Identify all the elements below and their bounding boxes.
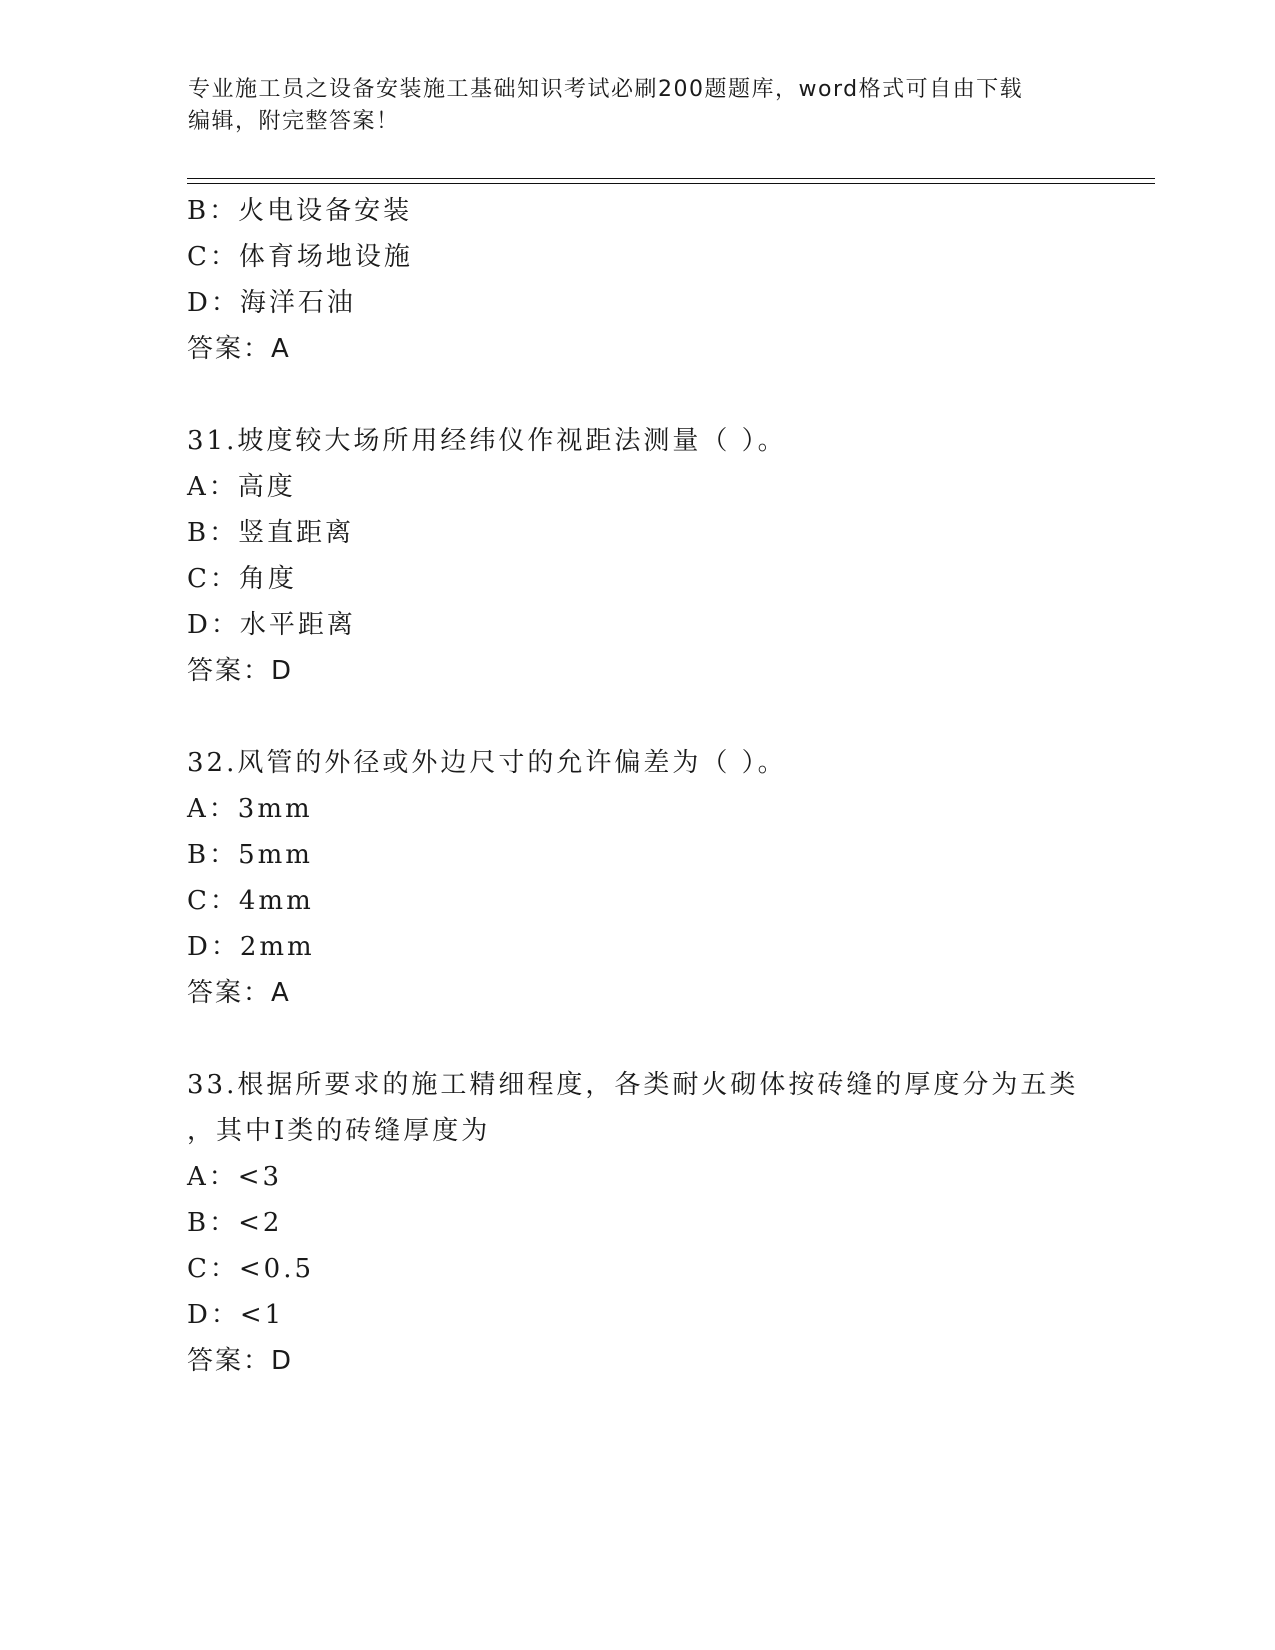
option-d: D：水平距离 (187, 610, 356, 640)
question-32 (187, 740, 1127, 1016)
header-divider-bottom (187, 183, 1155, 184)
option-d: D：2mm (187, 932, 315, 962)
question-title: 33.根据所要求的施工精细程度，各类耐火砌体按砖缝的厚度分为五类 (187, 1070, 1079, 1100)
option-c: C：4mm (187, 886, 314, 916)
option-c: C：角度 (187, 564, 297, 594)
option-b: B：5mm (187, 840, 313, 870)
answer-label: 答案：A (187, 334, 291, 364)
option-b: B：竖直距离 (187, 518, 355, 548)
option-d: D：海洋石油 (187, 288, 356, 318)
question-title-continued: ，其中Ⅰ类的砖缝厚度为 (187, 1116, 491, 1146)
question-30-continuation (187, 188, 1127, 372)
header-title-line-1: 专业施工员之设备安装施工基础知识考试必刷200题题库，word格式可自由下载 (188, 77, 1024, 102)
answer-label: 答案：A (187, 978, 291, 1008)
question-title: 32.风管的外径或外边尺寸的允许偏差为（ ）。 (187, 748, 787, 778)
question-list (187, 188, 1127, 1384)
document-header (188, 74, 1088, 138)
option-c: C：体育场地设施 (187, 242, 413, 272)
question-33 (187, 1062, 1127, 1384)
option-a: A：高度 (187, 472, 296, 502)
option-b: B：火电设备安装 (187, 196, 413, 226)
question-31 (187, 418, 1127, 694)
option-b: B：<2 (187, 1208, 283, 1238)
header-title-line-2: 编辑，附完整答案！ (188, 109, 400, 134)
answer-label: 答案：D (187, 656, 294, 686)
option-a: A：3mm (187, 794, 313, 824)
question-title: 31.坡度较大场所用经纬仪作视距法测量（ ）。 (187, 426, 787, 456)
answer-label: 答案：D (187, 1346, 294, 1376)
header-divider-top (187, 178, 1155, 179)
option-a: A：<3 (187, 1162, 283, 1192)
option-d: D：<1 (187, 1300, 285, 1330)
option-c: C：<0.5 (187, 1254, 315, 1284)
